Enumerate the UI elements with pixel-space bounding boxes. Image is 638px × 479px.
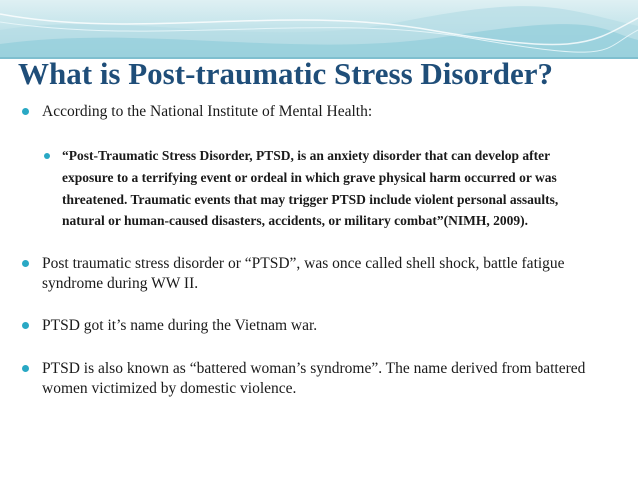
header-wave-band <box>0 0 638 58</box>
bullet-battered-woman <box>22 359 602 399</box>
bullet-shell-shock <box>22 254 612 294</box>
bullet-text: Post traumatic stress disorder or “PTSD”, was once called shell shock, battle fatigue syndrome during WW II. <box>42 255 565 293</box>
bullet-text: PTSD is also known as “battered woman’s syndrome”. The name derived from battered women victimized by domestic violence. <box>42 360 586 398</box>
slide-content <box>22 102 622 399</box>
bullet-dot-icon <box>22 260 29 267</box>
bullet-text: According to the National Institute of Mental Health: <box>42 103 373 120</box>
bullet-dot-icon <box>44 153 50 159</box>
bullet-vietnam <box>22 316 622 336</box>
bullet-dot-icon <box>22 365 29 372</box>
sub-bullet-nimh-definition <box>44 145 582 232</box>
slide-title: What is Post-traumatic Stress Disorder? <box>18 56 553 91</box>
sub-bullet-text: “Post-Traumatic Stress Disorder, PTSD, is an anxiety disorder that can develop after exposure to a terrifying event or ordeal in which grave physical harm occurred or was threatened. Traumatic events that may trigger PTSD include violent personal assaults, natural or human-caused disasters, accidents, or military combat”(NIMH, 2009). <box>62 148 559 229</box>
bullet-dot-icon <box>22 108 29 115</box>
bullet-nimh-intro <box>22 102 622 122</box>
bullet-text: PTSD got it’s name during the Vietnam war. <box>42 317 318 335</box>
wave-decoration <box>0 0 638 58</box>
bullet-dot-icon <box>22 322 29 329</box>
